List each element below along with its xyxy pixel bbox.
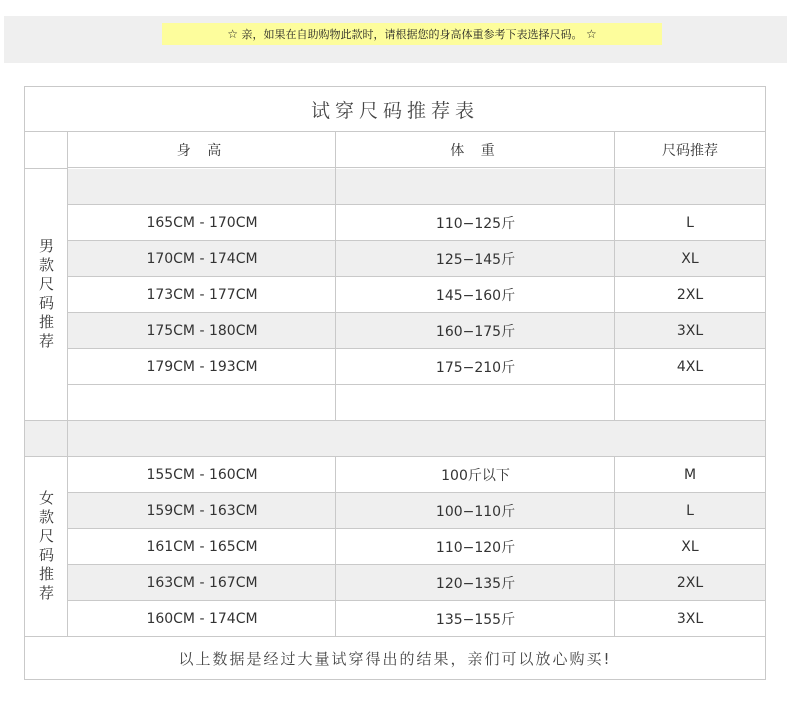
table-cell-weight: 160−175斤 xyxy=(435,323,516,340)
size-recommendation-table xyxy=(24,86,766,680)
star-icon: ☆ xyxy=(586,27,597,41)
divider xyxy=(68,384,765,385)
header-height: 身 高 xyxy=(68,132,336,168)
separator-row xyxy=(25,421,765,456)
table-cell-height: 161CM - 165CM xyxy=(146,538,258,555)
divider xyxy=(67,421,68,456)
size-notice xyxy=(162,23,662,45)
table-cell-weight: 100−110斤 xyxy=(435,503,516,520)
divider xyxy=(614,457,615,637)
notice-text: 亲，如果在自助购物此款时，请根据您的身高体重参考下表选择尺码。 xyxy=(241,28,583,41)
table-cell-size: 2XL xyxy=(676,286,704,303)
men-size-label: 男 款 尺 码 推 荐 xyxy=(38,237,54,350)
table-cell-weight: 110−120斤 xyxy=(435,539,516,556)
table-cell-size: XL xyxy=(681,538,699,555)
table-cell-weight: 120−135斤 xyxy=(435,575,516,592)
header-size: 尺码推荐 xyxy=(615,132,765,168)
table-cell-size: 3XL xyxy=(676,322,704,339)
star-icon: ☆ xyxy=(227,27,238,41)
table-cell-weight: 145−160斤 xyxy=(435,287,516,304)
table-cell-height: 179CM - 193CM xyxy=(146,358,258,375)
table-title: 试穿尺码推荐表 xyxy=(25,87,765,132)
table-cell-size: L xyxy=(686,214,694,231)
table-cell-size: M xyxy=(683,466,697,483)
table-cell-height: 163CM - 167CM xyxy=(146,574,258,591)
women-size-label: 女 款 尺 码 推 荐 xyxy=(38,489,54,602)
table-cell-weight: 100斤以下 xyxy=(441,467,510,484)
table-cell-height: 155CM - 160CM xyxy=(146,466,258,483)
table-cell-size: 3XL xyxy=(676,610,704,627)
table-cell-weight: 125−145斤 xyxy=(435,251,516,268)
table-cell-size: L xyxy=(686,502,694,519)
table-footer-note: 以上数据是经过大量试穿得出的结果，亲们可以放心购买! xyxy=(178,649,612,668)
table-cell-height: 175CM - 180CM xyxy=(146,322,258,339)
row-background xyxy=(68,169,765,204)
table-cell-weight: 175−210斤 xyxy=(435,359,516,376)
table-cell-weight: 135−155斤 xyxy=(435,611,516,628)
table-cell-height: 159CM - 163CM xyxy=(146,502,258,519)
table-cell-weight: 110−125斤 xyxy=(435,215,516,232)
divider xyxy=(25,420,765,421)
table-cell-height: 160CM - 174CM xyxy=(146,610,258,627)
table-cell-size: XL xyxy=(681,250,699,267)
table-cell-height: 165CM - 170CM xyxy=(146,214,258,231)
header-weight: 体 重 xyxy=(336,132,615,168)
table-cell-height: 170CM - 174CM xyxy=(146,250,258,267)
table-cell-height: 173CM - 177CM xyxy=(146,286,258,303)
divider xyxy=(335,457,336,637)
table-cell-size: 4XL xyxy=(676,358,704,375)
table-cell-size: 2XL xyxy=(676,574,704,591)
